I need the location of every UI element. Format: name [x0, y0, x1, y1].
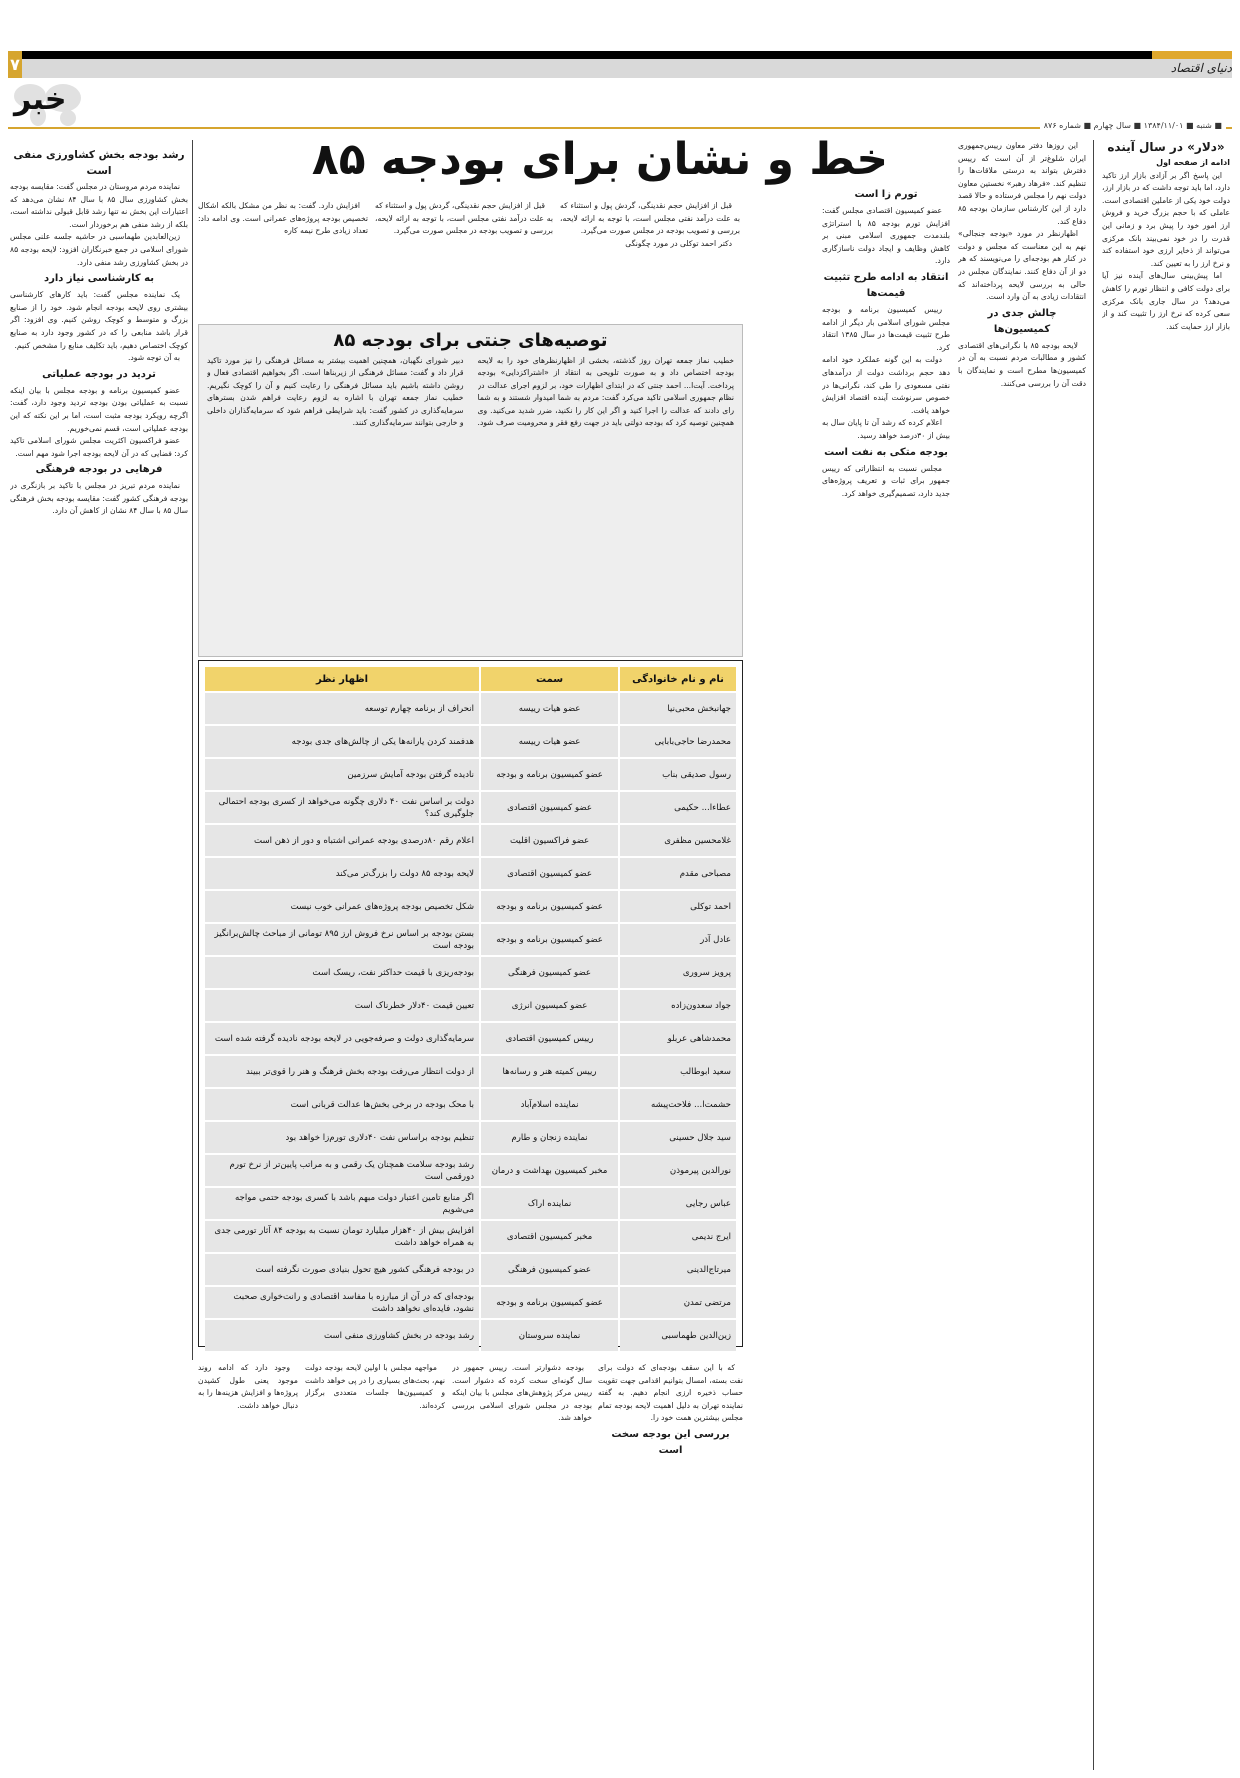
article-paragraph: این روزها دفتر معاون رییس‌جمهوری ایران شلوغ‌تر از آن است که رییس دفترش بتواند به درستی ملاقات‌ها را تنظیم کند. «فرهاد رهبر» نخستین معاون دولت نهم را مجلس فرستاده و حالا قصد دارد از این کارشناس سازمان بودجه ۸۵ دفاع کند.	[958, 141, 1086, 226]
cell-opinion: لایحه بودجه ۸۵ دولت را بزرگ‌تر می‌کند	[205, 858, 479, 889]
article-paragraph: مجلس نسبت به انتظاراتی که رییس جمهور برای ثبات و تعریف پروژه‌های جدید دارد، تصمیم‌گیری خواهد کرد.	[822, 463, 950, 498]
cell-name: عباس رجایی	[620, 1188, 736, 1219]
table-header-row	[205, 667, 736, 691]
cell-opinion: دولت بر اساس نفت ۴۰ دلاری چگونه می‌خواهد از کسری بودجه احتمالی جلوگیری کند؟	[205, 792, 479, 823]
cell-opinion: رشد بودجه سلامت همچنان یک رقمی و به مراتب پایین‌تر از نرخ تورم دورقمی است	[205, 1155, 479, 1186]
article-paragraph: اعلام کرده که رشد آن تا پایان سال به بیش از ۳۰درصد خواهد رسید.	[822, 418, 950, 440]
cell-name: حشمت‌ا... فلاحت‌پیشه	[620, 1089, 736, 1120]
feature-box-column: دبیر شورای نگهبان، همچنین اهمیت بیشتر به مسائل فرهنگی را نیز مورد تاکید قرار داد و گفت: مسائل فرهنگی از زیربناها است. اگر بخواهیم اقتصادی فعال و روشن داشته باشیم باید مسائل فرهنگی را رعایت کنیم و آن را کوچک نگیریم. خطیب نماز جمعه تهران با اشاره به لزوم رعایت فراهم شدن بستر‌های سرمایه‌گذاری در کشور گفت: باید شرایطی فراهم شود که سرمایه‌گذاران داخلی و خارجی بتوانند سرمایه‌گذاری کنند.	[207, 356, 464, 428]
cell-role: عضو کمیسیون برنامه و بودجه	[481, 1287, 618, 1318]
article-paragraph: لایحه بودجه ۸۵ با نگرانی‌های اقتصادی کشور و مطالبات مردم نسبت به آن در کمیسیون‌ها مطرح است و نمایندگان با دقت آن را بررسی می‌کنند.	[958, 340, 1086, 388]
cell-opinion: سرمایه‌گذاری دولت و صرفه‌جویی در لایحه بودجه نادیده گرفته شده است	[205, 1023, 479, 1054]
cell-name: جهانبخش محبی‌نیا	[620, 693, 736, 724]
article-paragraph: عضو کمیسیون اقتصادی مجلس گفت: افزایش تورم بودجه ۸۵ با استراتژی بلندمدت جمهوری اسلامی مبنی بر کاهش وظایف و ایجاد دولت ناسازگاری دارد.	[822, 206, 950, 266]
article-paragraph: مواجهه مجلس با اولین لایحه بودجه دولت نهم، بحث‌های بسیاری را در پی خواهد داشت و کمیسیون‌ها جلسات متعددی برگزار کرده‌اند.	[305, 1363, 445, 1410]
cell-opinion: نادیده گرفتن بودجه آمایش سرزمین	[205, 759, 479, 790]
cell-opinion: اگر منابع تامین اعتبار دولت مبهم باشد با کسری بودجه حتمی مواجه می‌شویم	[205, 1188, 479, 1219]
cell-name: رسول صدیقی بناب	[620, 759, 736, 790]
opinions-table	[203, 665, 738, 1353]
header-role: سمت	[481, 667, 618, 691]
table-row	[205, 792, 736, 823]
article-paragraph: دولت به این گونه عملکرد خود ادامه دهد حجم برداشت دولت از درآمدهای نفتی مسعودی را طی کند، نگرانی‌ها در خصوص سرنوشت آینده اقتصاد افزایش خواهد یافت.	[822, 355, 950, 415]
cell-opinion: بودجه‌ای که در آن از مبارزه با مفاسد اقتصادی و رانت‌خواری صحبت نشود، فایده‌ای نخواهد داشت	[205, 1287, 479, 1318]
cell-opinion: رشد بودجه در بخش کشاورزی منفی است	[205, 1320, 479, 1351]
opinions-table-frame	[198, 660, 743, 1347]
cell-name: میرتاج‌الدینی	[620, 1254, 736, 1285]
article-dollar-next-year	[1102, 137, 1230, 1767]
subheading: تردید در بودجه عملیاتی	[42, 368, 156, 380]
cell-role: عضو کمیسیون فرهنگی	[481, 1254, 618, 1285]
table-row	[205, 858, 736, 889]
cell-role: عضو فراکسیون اقلیت	[481, 825, 618, 856]
cell-opinion: از دولت انتظار می‌رفت بودجه بخش فرهنگ و هنر را قوی‌تر ببیند	[205, 1056, 479, 1087]
feature-box-column: خطیب نماز جمعه تهران روز گذشته، بخشی از اظهارنظرهای خود را به لایحه بودجه اختصاص داد و به صورت تلویحی به انتقاد از «اشتراکزدایی» بودجه پرداخت. آیت‌ا... احمد جنتی که در ابتدای اظهارات خود، بر لزوم اجرای عدالت در نظام جمهوری اسلامی تاکید می‌کرد گفت: مردم به شما امیدوار شستند و به شما رای دادند که عدالت را اجرا کنید و اگر این کار را نکنید، ضرر شدید می‌کنید. وی همچنین توصیه کرد که بودجه دولتی باید در جهت رفع فقر و محرومیت صرف شود.	[477, 356, 734, 428]
cell-name: جواد سعدون‌زاده	[620, 990, 736, 1021]
article-paragraph: که با این سقف بودجه‌ای که دولت برای نفت بسته، امسال بتوانیم اقدامی جهت تقویت حساب ذخیره ارزی انجام دهیم. به گفته نماینده تهران به دلیل اهمیت لایحه بودجه تمام مجلس بیشترین همت خود را.	[598, 1363, 743, 1423]
article-column-2	[958, 140, 1086, 1770]
cell-opinion: افزایش بیش از ۴۰هزار میلیارد تومان نسبت به بودجه ۸۴ آثار تورمی جدی به همراه خواهد داشت	[205, 1221, 479, 1252]
main-headline: خط و نشان برای بودجه ۸۵	[311, 134, 889, 185]
article-paragraph: قبل از افزایش حجم نقدینگی، گردش پول و استثناء که به علت درآمد نفتی مجلس است، با توجه به ارائه لایحه، بررسی و تصویب بودجه در مجلس صورت می‌گیرد.	[375, 201, 553, 236]
article-paragraph: عضو کمیسیون برنامه و بودجه مجلس با بیان اینکه نسبت به عملیاتی بودن بودجه تردید وجود دارد، گفت: اگرچه رویکرد بودجه مثبت است، اما بر این نکته که این بودجه عملیاتی است، قسم نمی‌خوریم.	[10, 385, 188, 433]
masthead-black-bar	[22, 51, 1222, 59]
subheading: فرهایی در بودجه فرهنگی	[35, 464, 163, 476]
masthead-gold-accent	[1152, 51, 1232, 59]
column-divider	[192, 140, 193, 1360]
cell-name: سید جلال حسینی	[620, 1122, 736, 1153]
cell-name: نورالدین پیرموذن	[620, 1155, 736, 1186]
table-row	[205, 957, 736, 988]
cell-opinion: هدفمند کردن یارانه‌ها یکی از چالش‌های جدی بودجه	[205, 726, 479, 757]
table-row	[205, 693, 736, 724]
cell-role: عضو هیات رییسه	[481, 693, 618, 724]
cell-role: عضو هیات رییسه	[481, 726, 618, 757]
cell-role: نماینده اسلام‌آباد	[481, 1089, 618, 1120]
subheading: انتقاد به ادامه طرح تثبیت قیمت‌ها	[823, 271, 949, 299]
feature-box-title: توصیه‌های جنتی برای بودجه ۸۵	[333, 330, 608, 351]
article-paragraph: اما پیش‌بینی سال‌های آینده نیز آیا برای دولت کافی و انتظار تورم را کاهش می‌دهد؟ در سال جاری بانک مرکزی سعی کرده که نرخ ارز را تثبیت کند و از بازار ارز حمایت کند.	[1102, 271, 1230, 331]
article-column-5	[198, 200, 368, 318]
article-paragraph: نماینده مردم مروستان در مجلس گفت: مقایسه بودجه بخش کشاورزی سال ۸۵ با سال ۸۴ نشان می‌دهد که اعتبارات این بخش نه تنها رشد قابل قبولی نداشته است، بلکه از رشد منفی هم برخوردار است.	[10, 182, 188, 229]
article-paragraph: افزایش دارد. گفت: به نظر من مشکل بالکه اشکال تخصیص بودجه پروژه‌های عمرانی است. وی ادامه داد: تعداد زیادی طرح نیمه کاره	[198, 201, 368, 236]
article-paragraph: این پاسخ اگر بر آزادی بازار ارز تاکید دارد، اما باید توجه داشت که در بازار ارز، دولت خود یکی از عاملین اقتصادی است. عاملی که با حجم بزرگ خرید و فروش ارز امور خود را پیش برد و زمانی این قدرت را در خود نمی‌بیند بانک مرکزی می‌تواند از ذخایر ارزی خود استفاده کند و نرخ ارز را به تعیین کند.	[1102, 170, 1230, 268]
table-row	[205, 1254, 736, 1285]
cell-role: رییس کمیته هنر و رسانه‌ها	[481, 1056, 618, 1087]
table-row	[205, 1221, 736, 1252]
article-paragraph: عضو فراکسیون اکثریت مجلس شورای اسلامی تاکید کرد: فضایی که در آن لایحه بودجه اجرا شود مهم است.	[10, 436, 188, 458]
cell-role: عضو کمیسیون اقتصادی	[481, 858, 618, 889]
cell-role: مخبر کمیسیون بهداشت و درمان	[481, 1155, 618, 1186]
header-name: نام و نام خانوادگی	[620, 667, 736, 691]
issue-info: ■ شنبه ■ ۱۳۸۴/۱۱/۰۱ ■ سال چهارم ■ شماره ۸۷۶	[1040, 121, 1226, 130]
table-row	[205, 759, 736, 790]
table-row	[205, 1023, 736, 1054]
bottom-column	[305, 1362, 445, 1770]
article-paragraph: اظهارنظر در مورد «بودجه جنجالی» نهم به این معناست که مجلس و دولت در کنار هم بودجه‌ای را می‌نویسند که هر دو از آن دفاع کنند. نمایندگان مجلس در حالی به بررسی لایحه پرداخته‌اند که انتقادات زیادی به آن وارد است.	[958, 229, 1086, 302]
table-row	[205, 1320, 736, 1351]
cell-opinion: بستن بودجه بر اساس نرخ فروش ارز ۸۹۵ تومانی از مباحث چالش‌برانگیز بودجه است	[205, 924, 479, 955]
table-row	[205, 924, 736, 955]
subheading: تورم زا است	[854, 189, 918, 200]
article-paragraph: یک نماینده مجلس گفت: باید کارهای کارشناسی بیشتری روی لایحه بودجه انجام شود. خود را از صنایع بزرگ و متوسط و کوچک روشن کنیم. وی افزود: اگر قرار باشد منابعی را که در کشور وجود دارد به صنایع کوچک اختصاص دهیم، باید تکلیف منابع را مشخص کنیم.	[10, 290, 188, 350]
article-paragraph: به آن توجه شود.	[128, 353, 180, 363]
cell-role: نماینده سروستان	[481, 1320, 618, 1351]
table-row	[205, 990, 736, 1021]
cell-opinion: تعیین قیمت ۴۰دلار خطرناک است	[205, 990, 479, 1021]
cell-name: پرویز سروری	[620, 957, 736, 988]
article-paragraph: رییس کمیسیون برنامه و بودجه مجلس شورای اسلامی بار دیگر از ادامه طرح تثبیت قیمت‌ها در سال ۱۳۸۵ انتقاد کرد.	[822, 304, 950, 352]
cell-name: احمد توکلی	[620, 891, 736, 922]
bottom-column	[598, 1362, 743, 1770]
cell-opinion: تنظیم بودجه براساس نفت ۴۰دلاری تورم‌زا خواهد بود	[205, 1122, 479, 1153]
article-paragraph: وجود دارد که ادامه روند موجود یعنی طول کشیدن پروژه‌ها و افزایش هزینه‌ها را به دنبال خواهد داشت.	[198, 1363, 298, 1410]
header-opinion: اظهار نظر	[205, 667, 479, 691]
table-row	[205, 1089, 736, 1120]
cell-opinion: در بودجه فرهنگی کشور هیچ تحول بنیادی صورت نگرفته است	[205, 1254, 479, 1285]
table-row	[205, 1287, 736, 1318]
bottom-column	[198, 1362, 298, 1770]
cell-role: عضو کمیسیون برنامه و بودجه	[481, 759, 618, 790]
cell-name: عادل آذر	[620, 924, 736, 955]
subheading: به کارشناسی نیاز دارد	[43, 273, 154, 285]
table-row	[205, 825, 736, 856]
cell-role: مخبر کمیسیون اقتصادی	[481, 1221, 618, 1252]
cell-name: مصباحی مقدم	[620, 858, 736, 889]
article-column-4b	[375, 200, 553, 318]
cell-name: سعید ابوطالب	[620, 1056, 736, 1087]
cell-role: عضو کمیسیون برنامه و بودجه	[481, 924, 618, 955]
cell-role: عضو کمیسیون اقتصادی	[481, 792, 618, 823]
author-note: دکتر احمد توکلی در مورد چگونگی	[625, 238, 732, 248]
page-number: ۷	[8, 51, 22, 78]
masthead-gray-band	[22, 59, 1232, 78]
feature-box-jannati	[198, 324, 743, 657]
newspaper-logo: دنیای اقتصاد	[1170, 61, 1232, 75]
cell-opinion: انحراف از برنامه چهارم توسعه	[205, 693, 479, 724]
table-row	[205, 726, 736, 757]
cell-opinion: بودجه‌ریزی با قیمت حداکثر نفت، ریسک است	[205, 957, 479, 988]
continued-note: ادامه از صفحه اول	[1156, 158, 1230, 167]
cell-name: عطاءا... حکیمی	[620, 792, 736, 823]
table-row	[205, 891, 736, 922]
article-agriculture-budget	[10, 145, 188, 1770]
column-divider	[1093, 140, 1094, 1770]
cell-name: مرتضی تمدن	[620, 1287, 736, 1318]
cell-opinion: شکل تخصیص بودجه پروژه‌های عمرانی خوب نیست	[205, 891, 479, 922]
article-column-4	[560, 200, 740, 318]
cell-name: محمدشاهی عربلو	[620, 1023, 736, 1054]
cell-role: عضو کمیسیون فرهنگی	[481, 957, 618, 988]
cell-name: محمدرضا حاجی‌بابایی	[620, 726, 736, 757]
article-paragraph: قبل از افزایش حجم نقدینگی، گردش پول و استثناء که به علت درآمد نفتی مجلس است، با توجه به ارائه لایحه، بررسی و تصویب بودجه در مجلس صورت می‌گیرد.	[560, 201, 740, 236]
article-column-3	[822, 185, 950, 1770]
cell-role: عضو کمیسیون برنامه و بودجه	[481, 891, 618, 922]
cell-opinion: اعلام رقم ۸۰درصدی بودجه عمرانی اشتباه و دور از ذهن است	[205, 825, 479, 856]
subheading: چالش جدی در کمیسیون‌ها	[987, 307, 1057, 335]
article-paragraph: نماینده مردم تبریز در مجلس با تاکید بر بازنگری در بودجه فرهنگی کشور گفت: مقایسه بودجه بخش فرهنگی سال ۸۵ با سال ۸۴ نشان از کاهش آن دارد.	[10, 481, 188, 516]
table-row	[205, 1122, 736, 1153]
table-row	[205, 1188, 736, 1219]
section-title: خبر	[14, 82, 67, 117]
cell-role: عضو کمیسیون انرژی	[481, 990, 618, 1021]
article-paragraph: زین‌العابدین طهماسبی در حاشیه جلسه علنی مجلس شورای اسلامی در جمع خبرنگاران افزود: لایحه بودجه ۸۵ در بخش کشاورزی رشد منفی دارد.	[10, 232, 188, 267]
table-row	[205, 1155, 736, 1186]
cell-name: زین‌الدین طهماسبی	[620, 1320, 736, 1351]
cell-role: نماینده زنجان و طارم	[481, 1122, 618, 1153]
article-paragraph: بودجه دشوارتر است. رییس جمهور در سال گونه‌ای سخت کرده که دشوار است. رییس مرکز پژوهش‌های مجلس با بیان اینکه بودجه در مجلس شورای اسلامی بررسی خواهد شد.	[452, 1363, 592, 1423]
cell-role: رییس کمیسیون اقتصادی	[481, 1023, 618, 1054]
article-title: رشد بودجه بخش کشاورزی منفی است	[13, 149, 185, 177]
bottom-column	[452, 1362, 592, 1770]
subheading: بررسی این بودجه سخت است	[611, 1428, 730, 1456]
cell-name: غلامحسین مظفری	[620, 825, 736, 856]
subheading: بودجه متکی به نفت است	[824, 446, 948, 458]
cell-name: ایرج ندیمی	[620, 1221, 736, 1252]
cell-opinion: با محک بودجه در برخی بخش‌ها عدالت قربانی است	[205, 1089, 479, 1120]
table-row	[205, 1056, 736, 1087]
article-title: «دلار» در سال آینده	[1107, 140, 1225, 154]
cell-role: نماینده اراک	[481, 1188, 618, 1219]
